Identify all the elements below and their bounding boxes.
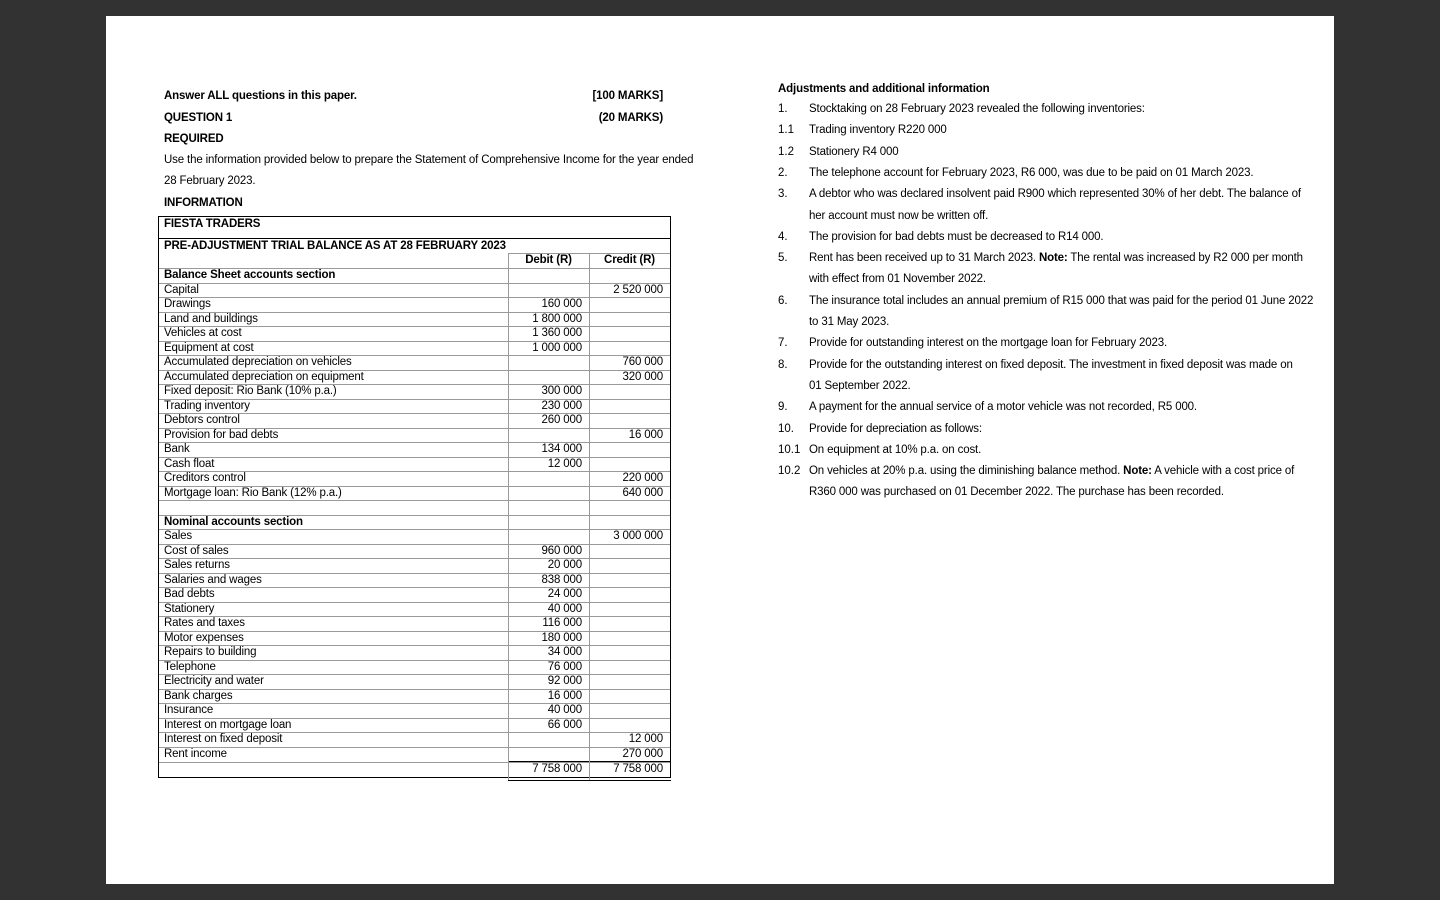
debit-amount: 92 000 bbox=[547, 675, 582, 687]
adjustments-heading: Adjustments and additional information bbox=[778, 83, 990, 95]
adjustment-number: 1. bbox=[778, 103, 788, 115]
account-name: Trading inventory bbox=[164, 399, 250, 412]
credit-amount: 3 000 000 bbox=[613, 530, 663, 542]
account-name: Bad debts bbox=[164, 588, 215, 600]
account-name: Debtors control bbox=[164, 414, 240, 426]
account-name: Motor expenses bbox=[164, 631, 244, 644]
adjustment-number: 10. bbox=[778, 422, 794, 435]
adjustment-number: 5. bbox=[778, 252, 788, 265]
total-credit: 7 758 000 bbox=[613, 763, 663, 775]
adjustment-text: Rent has been received up to 31 March 2023. Note: The rental was increased by R2 000 per month bbox=[809, 252, 1303, 265]
col-header-credit: Credit (R) bbox=[604, 254, 655, 266]
section-heading: Nominal accounts section bbox=[164, 515, 303, 528]
adjustment-number: 1.2 bbox=[778, 145, 794, 158]
trial-balance-title: PRE-ADJUSTMENT TRIAL BALANCE AS AT 28 FEBRUARY 2023 bbox=[164, 240, 506, 252]
debit-amount: 66 000 bbox=[547, 718, 582, 731]
debit-amount: 1 800 000 bbox=[532, 312, 582, 325]
question-marks: (20 MARKS) bbox=[598, 112, 663, 124]
column-divider bbox=[589, 253, 590, 780]
credit-amount: 760 000 bbox=[622, 356, 663, 368]
question-title: QUESTION 1 bbox=[164, 112, 233, 124]
adjustment-number: 8. bbox=[778, 358, 788, 371]
account-name: Capital bbox=[164, 283, 199, 296]
adjustment-number: 7. bbox=[778, 337, 788, 350]
row-divider bbox=[159, 544, 670, 545]
account-name: Electricity and water bbox=[164, 675, 264, 687]
debit-amount: 12 000 bbox=[547, 457, 582, 470]
adjustment-text: Provide for depreciation as follows: bbox=[809, 422, 982, 435]
debit-amount: 40 000 bbox=[547, 602, 582, 615]
row-divider bbox=[159, 238, 670, 239]
account-name: Bank charges bbox=[164, 689, 233, 702]
row-divider bbox=[159, 500, 670, 501]
account-name: Accumulated depreciation on vehicles bbox=[164, 356, 352, 368]
account-name: Cost of sales bbox=[164, 544, 229, 557]
account-name: Mortgage loan: Rio Bank (12% p.a.) bbox=[164, 486, 342, 499]
debit-amount: 34 000 bbox=[547, 646, 582, 658]
row-divider bbox=[159, 558, 670, 559]
adjustment-text: Trading inventory R220 000 bbox=[809, 124, 947, 137]
adjustment-text: A debtor who was declared insolvent paid R900 which represented 30% of her debt. The balance of bbox=[809, 188, 1301, 201]
adjustment-number: 10.2 bbox=[778, 465, 801, 478]
adjustment-number: 3. bbox=[778, 188, 788, 201]
document-page bbox=[106, 16, 1334, 884]
account-name: Provision for bad debts bbox=[164, 428, 279, 441]
debit-amount: 838 000 bbox=[541, 573, 582, 586]
adjustment-number: 4. bbox=[778, 230, 788, 243]
total-debit: 7 758 000 bbox=[532, 763, 582, 775]
account-name: Insurance bbox=[164, 704, 214, 716]
debit-amount: 20 000 bbox=[547, 559, 582, 571]
total-marks: [100 MARKS] bbox=[592, 90, 663, 102]
adjustment-text: A payment for the annual service of a motor vehicle was not recorded, R5 000. bbox=[809, 401, 1197, 414]
account-name: Interest on mortgage loan bbox=[164, 718, 292, 731]
debit-amount: 1 000 000 bbox=[532, 341, 582, 354]
debit-amount: 76 000 bbox=[547, 660, 582, 673]
credit-amount: 2 520 000 bbox=[613, 283, 663, 296]
adjustment-number: 1.1 bbox=[778, 124, 794, 137]
credit-amount: 12 000 bbox=[628, 733, 663, 745]
adjustment-text: R360 000 was purchased on 01 December 2022. The purchase has been recorded. bbox=[809, 486, 1224, 499]
account-name: Fixed deposit: Rio Bank (10% p.a.) bbox=[164, 385, 337, 397]
information-heading: INFORMATION bbox=[164, 197, 243, 209]
debit-amount: 230 000 bbox=[541, 399, 582, 412]
adjustment-text: Stocktaking on 28 February 2023 revealed the following inventories: bbox=[809, 103, 1145, 115]
account-name: Accumulated depreciation on equipment bbox=[164, 370, 364, 383]
adjustment-text: 01 September 2022. bbox=[809, 379, 911, 392]
row-divider bbox=[159, 689, 670, 690]
account-name: Interest on fixed deposit bbox=[164, 733, 283, 745]
account-name: Salaries and wages bbox=[164, 573, 262, 586]
task-line-1: Use the information provided below to prepare the Statement of Comprehensive Income for the year ended bbox=[164, 154, 694, 166]
account-name: Vehicles at cost bbox=[164, 327, 242, 339]
column-divider bbox=[508, 253, 509, 780]
credit-amount: 640 000 bbox=[622, 486, 663, 499]
company-name: FIESTA TRADERS bbox=[164, 218, 261, 230]
adjustment-text: The provision for bad debts must be decreased to R14 000. bbox=[809, 230, 1104, 243]
debit-amount: 300 000 bbox=[541, 385, 582, 397]
account-name: Bank bbox=[164, 443, 190, 455]
account-name: Rent income bbox=[164, 747, 227, 760]
adjustment-number: 6. bbox=[778, 294, 788, 307]
debit-amount: 960 000 bbox=[541, 544, 582, 557]
adjustment-text: Provide for the outstanding interest on fixed deposit. The investment in fixed deposit was made on bbox=[809, 358, 1293, 371]
adjustment-text: The insurance total includes an annual premium of R15 000 that was paid for the period 01 June 2022 bbox=[809, 294, 1314, 307]
row-divider bbox=[159, 703, 670, 704]
credit-amount: 270 000 bbox=[622, 747, 663, 760]
trial-balance-table bbox=[158, 216, 671, 778]
adjustment-text: On equipment at 10% p.a. on cost. bbox=[809, 443, 982, 456]
debit-amount: 160 000 bbox=[541, 298, 582, 310]
credit-amount: 16 000 bbox=[628, 428, 663, 441]
row-divider bbox=[159, 457, 670, 458]
debit-amount: 24 000 bbox=[547, 588, 582, 600]
account-name: Sales returns bbox=[164, 559, 230, 571]
account-name: Rates and taxes bbox=[164, 617, 245, 629]
account-name: Cash float bbox=[164, 457, 215, 470]
debit-amount: 40 000 bbox=[547, 704, 582, 716]
account-name: Stationery bbox=[164, 602, 215, 615]
adjustment-number: 10.1 bbox=[778, 443, 801, 456]
account-name: Repairs to building bbox=[164, 646, 257, 658]
debit-amount: 1 360 000 bbox=[532, 327, 582, 339]
required-heading: REQUIRED bbox=[164, 133, 224, 145]
account-name: Equipment at cost bbox=[164, 341, 254, 354]
section-heading: Balance Sheet accounts section bbox=[164, 269, 336, 281]
account-name: Sales bbox=[164, 530, 193, 542]
adjustment-text: On vehicles at 20% p.a. using the diminishing balance method. Note: A vehicle with a cost price of bbox=[809, 465, 1295, 478]
debit-amount: 180 000 bbox=[541, 631, 582, 644]
account-name: Telephone bbox=[164, 660, 216, 673]
debit-amount: 260 000 bbox=[541, 414, 582, 426]
row-divider bbox=[159, 660, 670, 661]
adjustment-text: to 31 May 2023. bbox=[809, 316, 890, 328]
credit-amount: 320 000 bbox=[622, 370, 663, 383]
row-divider bbox=[159, 587, 670, 588]
debit-amount: 134 000 bbox=[541, 443, 582, 455]
adjustment-text: Stationery R4 000 bbox=[809, 145, 899, 158]
adjustment-number: 9. bbox=[778, 401, 788, 414]
row-divider bbox=[159, 442, 670, 443]
adjustment-number: 2. bbox=[778, 166, 788, 179]
adjustment-text: The telephone account for February 2023, R6 000, was due to be paid on 01 March 2023. bbox=[809, 166, 1254, 179]
col-header-debit: Debit (R) bbox=[525, 254, 572, 266]
instruction: Answer ALL questions in this paper. bbox=[164, 90, 357, 102]
debit-amount: 16 000 bbox=[547, 689, 582, 702]
account-name: Land and buildings bbox=[164, 312, 258, 325]
adjustment-text: with effect from 01 November 2022. bbox=[809, 273, 986, 286]
account-name: Creditors control bbox=[164, 472, 246, 484]
row-divider bbox=[159, 297, 670, 298]
adjustment-text: Provide for outstanding interest on the mortgage loan for February 2023. bbox=[809, 337, 1168, 350]
row-divider bbox=[159, 602, 670, 603]
credit-amount: 220 000 bbox=[622, 472, 663, 484]
account-name: Drawings bbox=[164, 298, 211, 310]
task-line-2: 28 February 2023. bbox=[164, 175, 256, 187]
adjustment-text: her account must now be written off. bbox=[809, 209, 989, 222]
debit-amount: 116 000 bbox=[542, 617, 582, 629]
